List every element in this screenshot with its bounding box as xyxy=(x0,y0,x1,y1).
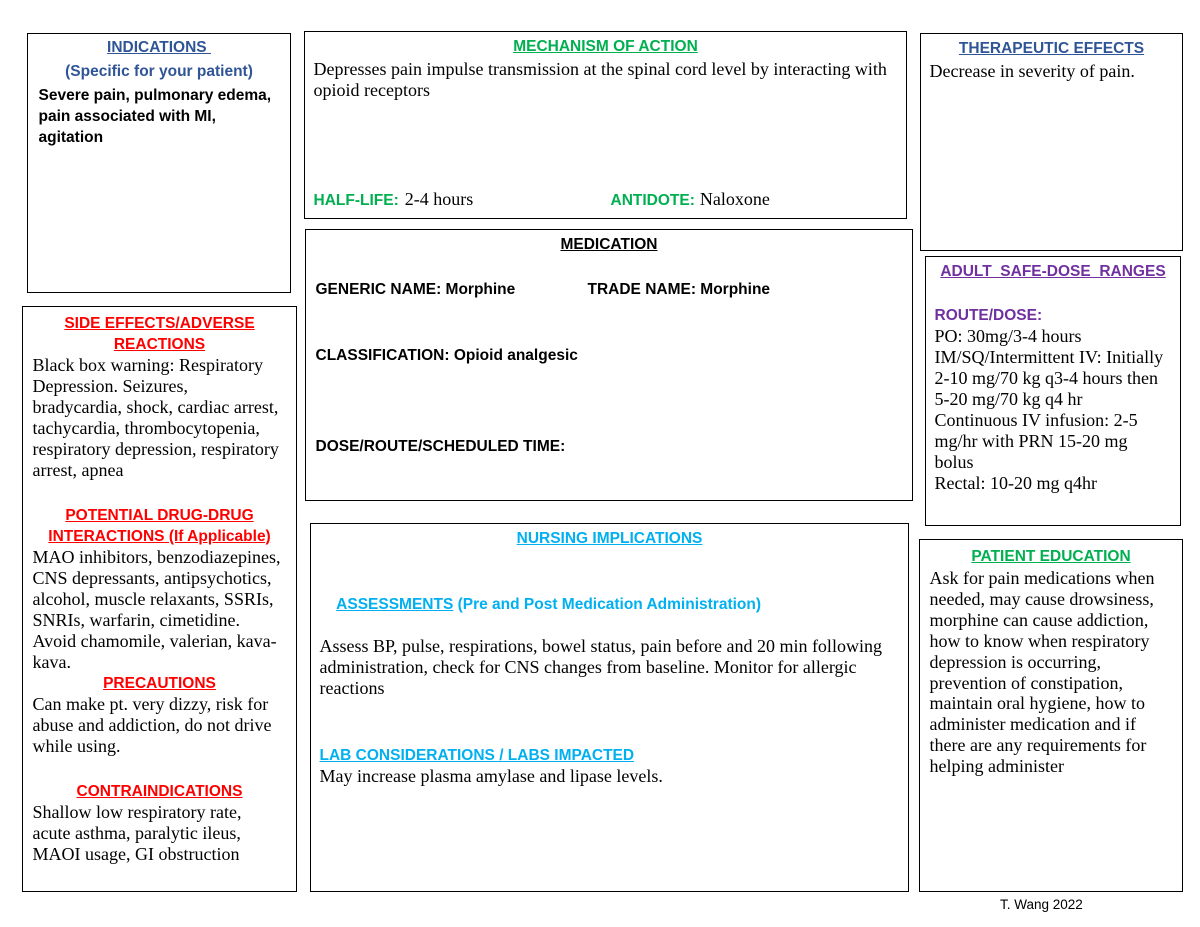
medication-box xyxy=(305,229,913,501)
patient-education-line: morphine can cause addiction, xyxy=(929,609,1149,630)
generic-name-row xyxy=(316,279,516,300)
drug-interactions-text xyxy=(33,547,287,673)
contraindications-text xyxy=(33,802,287,865)
drug-interactions-title-line: POTENTIAL DRUG-DRUG xyxy=(65,507,254,524)
indications-line: pain associated with MI, xyxy=(38,108,216,125)
drug-interactions-line: MAO inhibitors, benzodiazepines, xyxy=(32,547,281,567)
safe-dose-ranges-box xyxy=(925,256,1181,526)
assessments-line: Assess BP, pulse, respirations, bowel status, pain before and 20 min following xyxy=(319,635,882,656)
indications-line: Severe pain, pulmonary edema, xyxy=(38,87,272,104)
therapeutic-effects-line: Decrease in severity of pain. xyxy=(929,61,1135,81)
side-effects-line: Depression. Seizures, xyxy=(32,376,188,396)
therapeutic-effects-text xyxy=(930,61,1174,82)
half-life-label: HALF-LIFE: xyxy=(313,192,399,209)
nursing-implications-box xyxy=(310,523,909,892)
contraindications-line: Shallow low respiratory rate, xyxy=(32,802,242,822)
nursing-implications-title: NURSING IMPLICATIONS xyxy=(516,530,703,547)
assessments-label: ASSESSMENTS xyxy=(336,595,454,613)
precautions-title: PRECAUTIONS xyxy=(103,675,216,692)
patient-education-line: helping administer xyxy=(929,756,1064,777)
patient-education-line: how to know when respiratory xyxy=(929,630,1150,651)
side-effects-line: arrest, apnea xyxy=(32,460,124,480)
assessments-note: (Pre and Post Medication Administration) xyxy=(457,595,762,613)
lab-considerations-heading: LAB CONSIDERATIONS / LABS IMPACTED xyxy=(319,747,635,764)
medication-title: MEDICATION xyxy=(560,235,658,253)
patient-education-line: needed, may cause drowsiness, xyxy=(929,588,1154,609)
classification-row xyxy=(316,345,578,366)
half-life-value: 2-4 hours xyxy=(404,189,474,209)
precautions-text xyxy=(33,694,287,757)
spacer xyxy=(33,481,287,505)
drug-interactions-title-line: INTERACTIONS (If Applicable) xyxy=(48,528,271,545)
assessments-line: reactions xyxy=(319,677,385,698)
side-effects-line: tachycardia, thrombocytopenia, xyxy=(32,418,260,438)
lab-considerations-line: May increase plasma amylase and lipase levels. xyxy=(319,766,663,786)
precautions-line: abuse and addiction, do not drive xyxy=(32,715,272,735)
indications-subtitle: (Specific for your patient) xyxy=(65,62,253,80)
dose-range-line: bolus xyxy=(934,451,974,472)
indications-box xyxy=(27,33,291,293)
drug-interactions-line: SNRIs, warfarin, cimetidine. xyxy=(32,610,240,630)
dose-route-time-label: DOSE/ROUTE/SCHEDULED TIME: xyxy=(315,438,566,455)
generic-name-label: GENERIC NAME: xyxy=(315,281,442,298)
assessments-text xyxy=(320,636,900,699)
antidote-row xyxy=(611,189,770,211)
side-effects-line: Black box warning: Respiratory xyxy=(32,355,263,375)
dose-route-time-row xyxy=(316,436,566,457)
patient-education-box xyxy=(919,539,1183,892)
classification-label: CLASSIFICATION: xyxy=(315,347,450,364)
side-effects-title xyxy=(33,313,287,355)
footer-credit: T. Wang 2022 xyxy=(1000,897,1083,912)
indications-text xyxy=(39,85,280,148)
classification-value: Opioid analgesic xyxy=(453,347,578,364)
precautions-line: Can make pt. very dizzy, risk for xyxy=(32,694,269,714)
dose-range-line: mg/hr with PRN 15-20 mg xyxy=(934,430,1128,451)
side-effects-line: bradycardia, shock, cardiac arrest, xyxy=(32,397,279,417)
side-effects-box xyxy=(22,306,297,892)
dose-range-line: Continuous IV infusion: 2-5 xyxy=(934,409,1138,430)
drug-interactions-title xyxy=(33,505,287,547)
side-effects-title-line: SIDE EFFECTS/ADVERSE xyxy=(64,315,255,332)
patient-education-line: there are any requirements for xyxy=(929,735,1147,756)
spacer xyxy=(33,757,287,781)
dose-range-line: 5-20 mg/70 kg q4 hr xyxy=(934,388,1083,409)
half-life-row xyxy=(314,189,474,211)
therapeutic-effects-box xyxy=(920,33,1183,251)
dose-range-line: PO: 30mg/3-4 hours xyxy=(934,325,1082,346)
mechanism-title: MECHANISM OF ACTION xyxy=(513,37,698,55)
dose-range-line: Rectal: 10-20 mg q4hr xyxy=(934,472,1097,493)
drug-interactions-line: Avoid chamomile, valerian, kava- xyxy=(32,631,277,651)
side-effects-line: respiratory depression, respiratory xyxy=(32,439,279,459)
drug-interactions-line: alcohol, muscle relaxants, SSRIs, xyxy=(32,589,274,609)
assessments-heading xyxy=(320,573,900,636)
drug-interactions-line: CNS depressants, antipsychotics, xyxy=(32,568,272,588)
mechanism-line: opioid receptors xyxy=(313,80,430,100)
side-effects-text xyxy=(33,355,287,481)
patient-education-line: administer medication and if xyxy=(929,714,1136,735)
patient-education-title: PATIENT EDUCATION xyxy=(971,548,1131,565)
patient-education-text xyxy=(930,568,1173,777)
safe-dose-ranges-title: ADULT SAFE-DOSE RANGES xyxy=(940,262,1166,280)
trade-name-label: TRADE NAME: xyxy=(587,281,696,298)
patient-education-line: prevention of constipation, xyxy=(929,672,1123,693)
trade-name-value: Morphine xyxy=(700,281,771,298)
patient-education-line: Ask for pain medications when xyxy=(929,568,1155,588)
route-dose-label: ROUTE/DOSE: xyxy=(934,306,1043,324)
mechanism-box xyxy=(304,31,907,219)
contraindications-line: MAOI usage, GI obstruction xyxy=(32,844,240,864)
contraindications-line: acute asthma, paralytic ileus, xyxy=(32,823,241,843)
assessments-line: administration, check for CNS changes from baseline. Monitor for allergic xyxy=(319,656,857,677)
dose-range-line: 2-10 mg/70 kg q3-4 hours then xyxy=(934,367,1158,388)
antidote-label: ANTIDOTE: xyxy=(610,192,695,209)
antidote-value: Naloxone xyxy=(699,189,770,209)
patient-education-line: depression is occurring, xyxy=(929,651,1101,672)
drug-interactions-line: kava. xyxy=(32,652,71,672)
mechanism-text xyxy=(314,59,898,101)
mechanism-line: Depresses pain impulse transmission at the spinal cord level by interacting with xyxy=(313,59,887,79)
trade-name-row xyxy=(588,279,771,300)
generic-name-value: Morphine xyxy=(445,281,516,298)
contraindications-title: CONTRAINDICATIONS xyxy=(76,783,243,800)
therapeutic-effects-title: THERAPEUTIC EFFECTS xyxy=(958,39,1145,57)
indications-line: agitation xyxy=(38,129,104,146)
dose-range-line: IM/SQ/Intermittent IV: Initially xyxy=(934,346,1164,367)
precautions-line: while using. xyxy=(32,736,121,756)
side-effects-title-line: REACTIONS xyxy=(113,336,206,353)
safe-dose-ranges-text xyxy=(935,326,1172,494)
lab-considerations-text xyxy=(320,766,900,787)
patient-education-line: maintain oral hygiene, how to xyxy=(929,693,1145,714)
indications-title: INDICATIONS xyxy=(107,38,211,56)
